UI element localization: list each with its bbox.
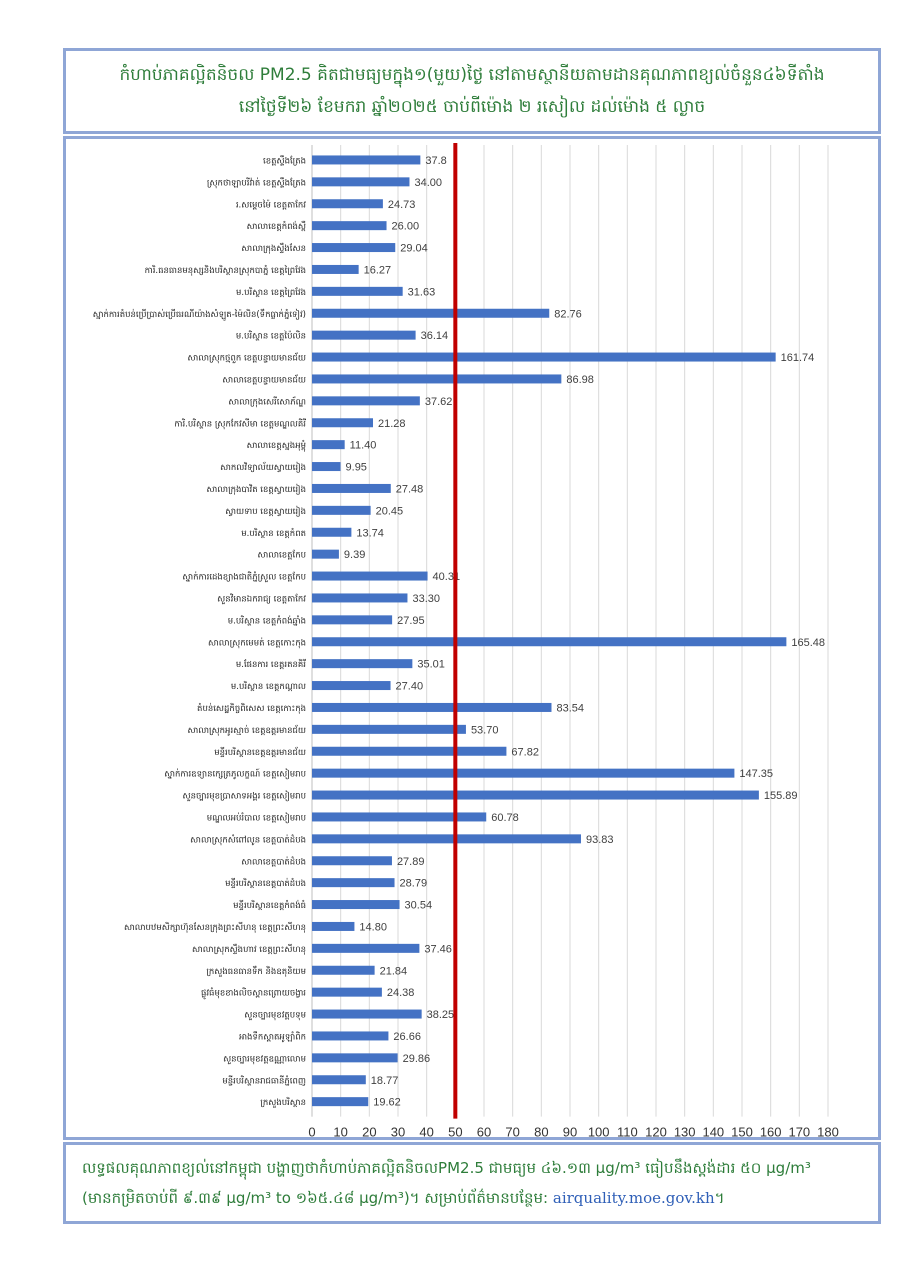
data-label: 30.54 [404,899,433,912]
bar [312,440,345,449]
bar [312,177,409,186]
data-label: 33.30 [412,592,440,605]
bar [312,506,371,515]
category-label: សាលាខេត្តស្នងអុម្ពុំ [246,441,306,452]
category-label: ខេត្តស្ទឹងត្រែង [263,156,306,167]
title-line-1: កំហាប់ភាគល្អិតនិចល PM2.5 គិតជាមធ្យមក្នុង១(មួយ)ថ្ងៃ នៅតាមស្ថានីយតាមដានគុណភាពខ្យល់ចំនួន៤៦ទីតាំង [119,65,825,85]
category-label: សាលាស្រុកថ្មពួក ខេត្តបន្ទាយមានជ័យ [187,353,306,364]
data-label: 34.00 [414,176,442,189]
category-label: មន្ទីរបរិស្ថានរាជធានីភ្នំពេញ [222,1076,306,1087]
data-label: 19.62 [373,1096,401,1109]
data-label: 27.95 [397,614,425,627]
data-label: 36.14 [420,330,449,343]
category-label: ម.បរិស្ថាន ខេត្តព្រៃវែង [236,287,306,298]
airquality-link[interactable]: airquality.moe.gov.kh [552,1189,715,1207]
category-label: ម.បរិស្ថាន ខេត្តកំពង់ឆ្នាំង [227,616,306,627]
bar [312,309,549,318]
data-label: 93.83 [585,833,614,846]
data-label: 14.80 [359,921,387,934]
category-label: សាលាស្រុកសំពៅលូន ខេត្តបាត់ដំបង [190,835,306,846]
bar-chart [66,139,878,1137]
bar [312,243,395,252]
x-tick-label: 30 [390,1124,406,1137]
data-label: 11.40 [349,439,377,452]
data-label: 26.66 [393,1030,421,1043]
bar [312,988,382,997]
category-label: សាលាខេត្តកែប [257,550,306,561]
bar [312,331,416,340]
bar [312,572,428,581]
category-label: មន្ទីរបរិស្ថានខេត្តកំពង់ធំ [233,901,306,912]
footer-range [82,1183,862,1213]
category-label: សាលាក្រុងស្ទឹងសែន [241,244,306,255]
category-label: សាលាខេត្តបាត់ដំបង [241,857,306,868]
bar [312,791,759,800]
x-tick-label: 50 [448,1124,463,1137]
data-label: 21.28 [378,417,406,430]
category-label: សួនច្បារមុខវត្តបទុម [244,1010,306,1021]
bar [312,1031,388,1040]
data-label: 9.39 [343,549,366,562]
data-label: 24.38 [386,987,415,1000]
footer-range-text: (មានកម្រិតចាប់ពី ៩.៣៩ µg/m³ to ១៦៥.៤៨ µg/m³)។ សម្រាប់ព័ត៌មានបន្ថែម: [82,1189,553,1207]
x-tick-label: 90 [562,1124,578,1137]
category-label: ស្នាក់ការឧទ្យានក្សេត្រភូលក្ខណ៍ ខេត្តសៀមរាប [164,769,306,780]
category-label: សាលាខេត្តកំពង់ស្ពឺ [246,222,306,233]
bar [312,353,776,362]
category-label: សួនច្បារមុខវត្តឧណ្ណាលោម [223,1054,306,1065]
bar [312,637,786,646]
category-label: ម.ផែនការ ខេត្តរតនគិរី [235,660,306,671]
data-label: 26.00 [391,220,420,233]
bar [312,462,341,471]
bar [312,922,354,931]
category-label: សាលាស្រុកមេមត់ ខេត្តកោះកុង [208,638,306,649]
category-label: ស្រុកថាឡាបរិវ៉ាត់ ខេត្តស្ទឹងត្រែង [206,178,306,189]
data-label: 37.62 [424,395,453,408]
footer-end: ។ [714,1189,725,1207]
category-label: ស្នាក់ការតំបន់ប្រើប្រាស់ប្រើធរណីយ៉ាងសំឡូត-ម៉ៃលិន(ទឹកធ្លាក់ភ្នំទៀវ) [92,309,306,320]
data-label: 155.89 [763,790,798,803]
bar [312,966,375,975]
category-label: សាលាបឋមសិក្សាហ៊ុនសែនក្រុងព្រះសីហនុ ខេត្តព្រះសីហនុ [123,922,306,933]
footer-summary: លទ្ធផលគុណភាពខ្យល់នៅកម្ពុជា បង្ហាញថាកំហាប់ភាគល្អិតនិចលPM2.5 ជាមធ្យម ៤៦.១៣ µg/m³ ធៀបនឹងស្តង់ដារ ៥០ µg/m³ [82,1159,811,1177]
category-label: សាកលវិទ្យាល័យស្វាយរៀង [220,463,306,474]
category-label: អាងទឹកស្តាតអូឡាំពិក [238,1032,306,1043]
bar [312,703,551,712]
data-label: 29.86 [402,1052,431,1065]
data-label: 31.63 [407,286,436,299]
x-tick-label: 170 [788,1124,811,1137]
title-line-2: នៅថ្ងៃទី២៦ ខែមករា ឆ្នាំ២០២៥ ចាប់ពីម៉ោង ២ រសៀល ដល់ម៉ោង ៥ ល្ងាច [238,97,706,117]
data-label: 37.8 [425,154,447,167]
category-label: ម.បរិស្ថាន ខេត្តកំពត [241,528,306,539]
chart-panel [63,136,881,1140]
category-label: ក្រសួងធនធានទឹក និងឧតុនិយម [206,966,306,977]
data-label: 37.46 [424,943,452,956]
data-label: 35.01 [417,658,445,671]
data-label: 21.84 [379,965,408,978]
data-label: 161.74 [780,352,815,365]
category-label: ការិ.ធនធានមនុស្សនិងបរិស្ថានស្រុកបាភ្នំ ខេត្តព្រៃវែង [144,265,306,276]
x-tick-label: 120 [645,1124,667,1137]
data-label: 60.78 [491,811,519,824]
data-label: 38.25 [426,1009,455,1022]
category-label: សាលាស្រុកស្ទឹងហាវ ខេត្តព្រះសីហនុ [191,944,306,955]
data-label: 20.45 [375,505,404,518]
bar [312,1075,366,1084]
bar [312,528,351,537]
bar [312,747,506,756]
bar [312,856,392,865]
data-label: 27.40 [395,680,424,693]
x-tick-label: 160 [759,1124,782,1137]
bar [312,769,734,778]
category-label: រ.សម្តេចម៉ៃ ខេត្តតាកែវ [235,200,306,211]
category-label: ម.បរិស្ថាន ខេត្តប៉ៃលិន [235,331,306,342]
data-label: 18.77 [370,1074,399,1087]
category-label: មណ្ឌលអប់រំបាល ខេត្តសៀមរាប [206,813,306,824]
data-label: 83.54 [556,702,585,715]
bar [312,1010,422,1019]
bar [312,725,466,734]
category-label: មន្ទីរបរិស្ថានខេត្តឧត្តរមានជ័យ [214,747,306,758]
bar [312,900,400,909]
bar [312,396,420,405]
bar [312,681,391,690]
x-tick-label: 100 [587,1124,610,1137]
bar [312,944,419,953]
data-label: 53.70 [470,724,499,737]
data-label: 82.76 [554,308,582,321]
bar [312,550,339,559]
bar [312,812,486,821]
chart-title [106,59,839,123]
x-tick-label: 60 [476,1124,492,1137]
x-tick-label: 150 [731,1124,753,1137]
data-label: 165.48 [791,636,826,649]
category-label: តំបន់សេដ្ឋកិច្ចពិសេស ខេត្តកោះកុង [197,703,306,714]
title-panel [63,48,881,134]
x-tick-label: 180 [817,1124,839,1137]
data-label: 24.73 [387,198,416,211]
bar [312,374,561,383]
data-label: 86.98 [566,373,594,386]
category-label: សាលាខេត្តបន្ទាយមានជ័យ [222,375,306,386]
x-tick-label: 10 [333,1124,348,1137]
bar [312,155,420,164]
data-label: 28.79 [399,877,428,890]
category-label: ម.បរិស្ថាន ខេត្តកណ្តាល [230,682,306,693]
category-label: ស្នាក់ការដេងខ្យាងជាតិភ្នំស្រួល ខេត្តកែប [182,572,306,583]
bar [312,878,395,887]
x-tick-label: 70 [505,1124,520,1137]
data-label: 16.27 [363,264,392,277]
bar [312,1097,368,1106]
category-label: សួនច្បារមុខប្រាសាទអង្គរ ខេត្តសៀមរាប [182,791,306,802]
bar [312,659,412,668]
x-tick-label: 80 [534,1124,549,1137]
x-tick-label: 110 [616,1124,638,1137]
data-label: 27.48 [395,483,424,496]
category-label: ការិ.បរិស្ថាន ស្រុកកែវសីមា ខេត្តមណ្ឌលគិរី [174,419,306,430]
bar [312,199,383,208]
category-label: ផ្លូវធំមុខខាងលិចស្ពានព្រោយចង្វារ [200,988,306,999]
bar [312,221,387,230]
category-label: សាលាក្រុងបាវិត ខេត្តស្វាយរៀង [206,484,306,495]
x-tick-label: 40 [419,1124,434,1137]
category-label: ក្រសួងបរិស្ថាន [260,1098,306,1109]
x-tick-label: 0 [308,1124,316,1137]
data-label: 9.95 [345,461,367,474]
category-label: ស្វាយទាប ខេត្តស្វាយរៀង [225,506,306,517]
x-tick-label: 140 [702,1124,725,1137]
data-label: 29.04 [400,242,428,255]
data-label: 27.89 [396,855,425,868]
bar [312,484,391,493]
x-tick-label: 130 [673,1124,696,1137]
bar [312,265,359,274]
bar [312,615,392,624]
bar [312,287,403,296]
x-tick-label: 20 [362,1124,377,1137]
category-label: មន្ទីរបរិស្ថានខេត្តបាត់ដំបង [225,879,306,890]
data-label: 13.74 [356,527,384,540]
bar [312,834,581,843]
category-label: សាលាក្រុងសេរីសោភ័ណ្ឌ [228,397,306,408]
data-label: 40.31 [432,571,461,584]
data-label: 147.35 [739,768,774,781]
bar [312,593,407,602]
data-label: 67.82 [511,746,539,759]
bar [312,1053,398,1062]
bar [312,418,373,427]
category-label: សួនវិមានឯករាជ្យ ខេត្តតាកែវ [217,594,306,605]
category-label: សាលាស្រុកអូរស្មាច់ ខេត្តឧត្តរមានជ័យ [187,725,306,736]
footer-panel [63,1142,881,1224]
